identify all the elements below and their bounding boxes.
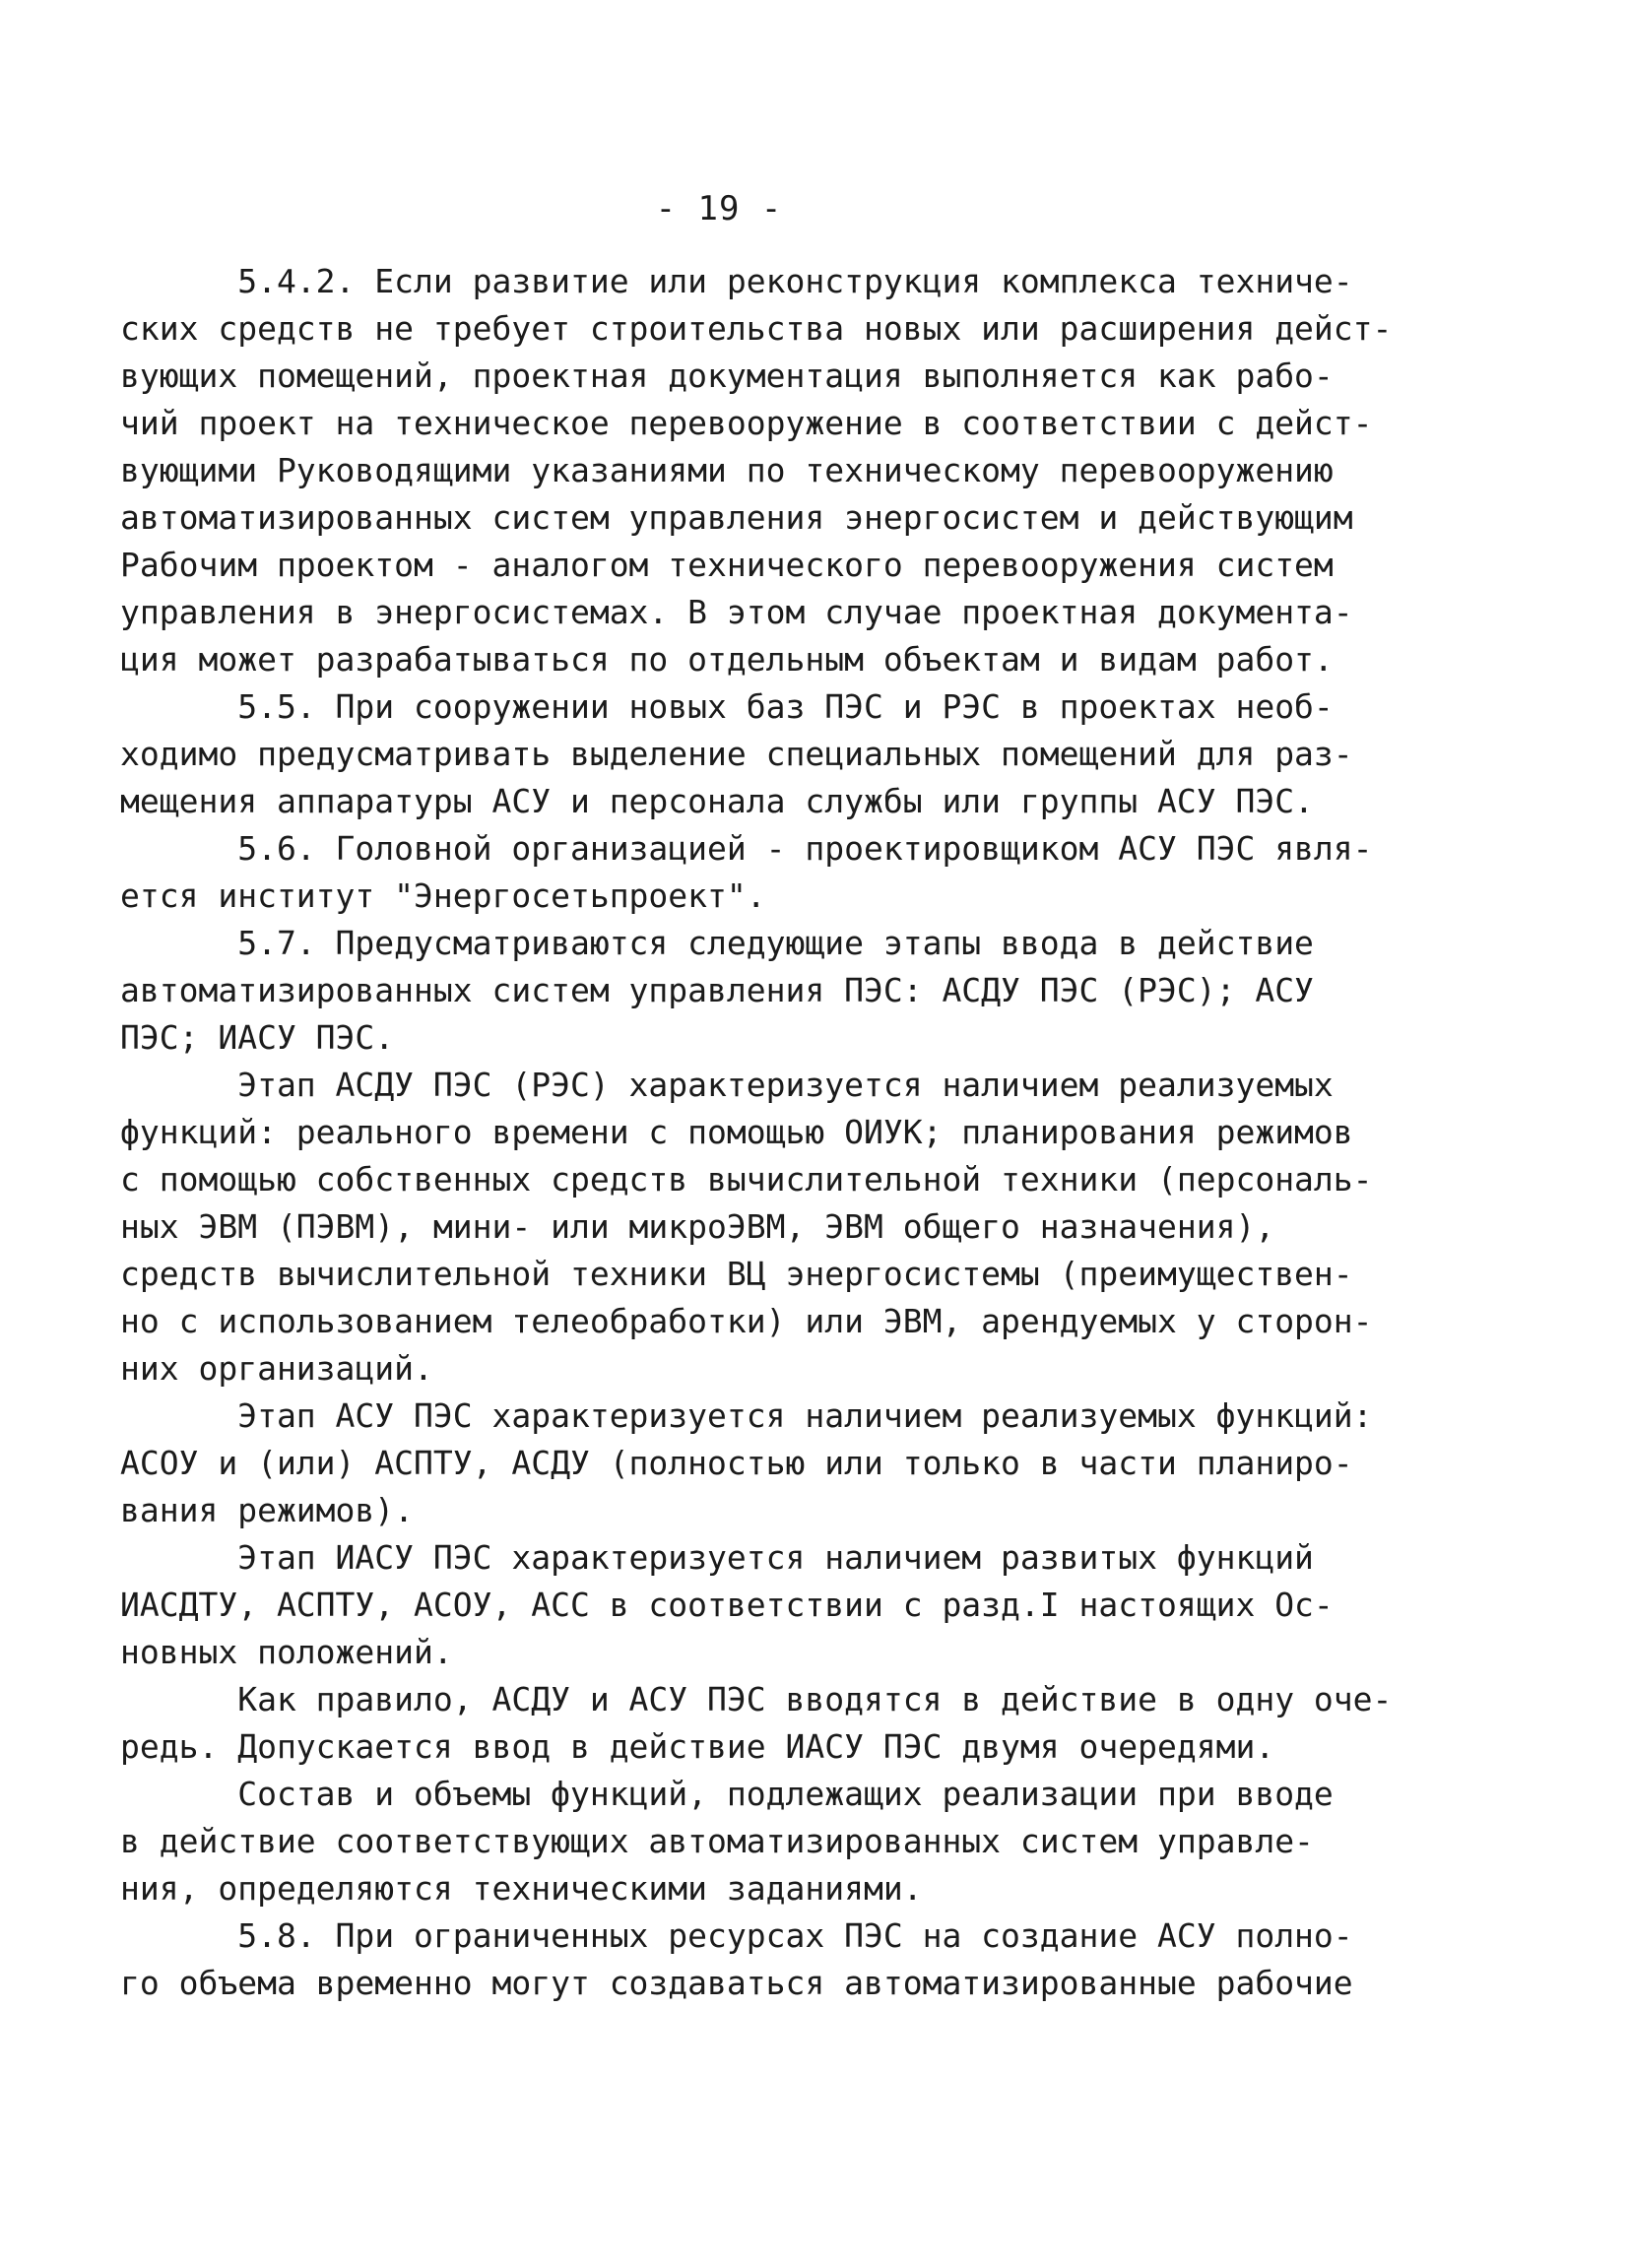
text-line: них организаций. — [120, 1349, 433, 1388]
body-text — [120, 258, 1401, 2007]
text-line: 5.4.2. Если развитие или реконструкция комплекса техниче- — [120, 262, 1353, 300]
text-line: в действие соответствующих автоматизированных систем управле- — [120, 1822, 1314, 1860]
text-line: го объема временно могут создаваться автоматизированные рабочие — [120, 1964, 1353, 2002]
text-line: ходимо предусматривать выделение специальных помещений для раз- — [120, 735, 1353, 773]
text-line: 5.8. При ограниченных ресурсах ПЭС на создание АСУ полно- — [120, 1916, 1353, 1955]
text-line: но с использованием телеобработки) или ЭВМ, арендуемых у сторон- — [120, 1302, 1373, 1340]
text-line: Этап ИАСУ ПЭС характеризуется наличием развитых функций — [120, 1538, 1314, 1577]
page-number: - 19 - — [655, 189, 783, 228]
text-line: ется институт "Энергосетьпроект". — [120, 876, 766, 915]
text-line: Состав и объемы функций, подлежащих реализации при вводе — [120, 1775, 1334, 1813]
text-line: функций: реального времени с помощью ОИУК; планирования режимов — [120, 1113, 1353, 1151]
text-line: чий проект на техническое перевооружение в соответствии с дейст- — [120, 404, 1373, 442]
text-line: автоматизированных систем управления ПЭС: АСДУ ПЭС (РЭС); АСУ — [120, 971, 1314, 1009]
text-line: средств вычислительной техники ВЦ энергосистемы (преимуществен- — [120, 1255, 1353, 1293]
text-line: вующих помещений, проектная документация выполняется как рабо- — [120, 356, 1334, 395]
text-line: управления в энергосистемах. В этом случае проектная документа- — [120, 593, 1353, 631]
text-line: вующими Руководящими указаниями по техническому перевооружению — [120, 451, 1334, 489]
text-line: ния, определяются техническими заданиями. — [120, 1869, 923, 1908]
text-line: Как правило, АСДУ и АСУ ПЭС вводятся в действие в одну оче- — [120, 1680, 1393, 1718]
text-line: с помощью собственных средств вычислительной техники (персональ- — [120, 1160, 1373, 1199]
text-line: ных ЭВМ (ПЭВМ), мини- или микроЭВМ, ЭВМ общего назначения), — [120, 1207, 1275, 1246]
text-line: 5.5. При сооружении новых баз ПЭС и РЭС в проектах необ- — [120, 687, 1334, 726]
text-line: ИАСДТУ, АСПТУ, АСОУ, АСС в соответствии с разд.I настоящих Ос- — [120, 1586, 1334, 1624]
text-line: новных положений. — [120, 1633, 453, 1671]
text-line: Этап АСУ ПЭС характеризуется наличием реализуемых функций: — [120, 1396, 1373, 1435]
text-line: Этап АСДУ ПЭС (РЭС) характеризуется наличием реализуемых — [120, 1066, 1334, 1104]
text-line: вания режимов). — [120, 1491, 415, 1529]
text-line: редь. Допускается ввод в действие ИАСУ ПЭС двумя очередями. — [120, 1727, 1275, 1766]
text-line: мещения аппаратуры АСУ и персонала службы или группы АСУ ПЭС. — [120, 782, 1314, 820]
text-line: 5.6. Головной организацией - проектировщиком АСУ ПЭС явля- — [120, 829, 1373, 868]
text-line: 5.7. Предусматриваются следующие этапы ввода в действие — [120, 924, 1314, 962]
text-line: АСОУ и (или) АСПТУ, АСДУ (полностью или только в части планиро- — [120, 1444, 1353, 1482]
text-line: Рабочим проектом - аналогом технического перевооружения систем — [120, 546, 1334, 584]
text-line: ПЭС; ИАСУ ПЭС. — [120, 1018, 395, 1057]
text-line: автоматизированных систем управления энергосистем и действующим — [120, 498, 1353, 537]
text-line: ских средств не требует строительства новых или расширения дейст- — [120, 309, 1393, 348]
text-line: ция может разрабатываться по отдельным объектам и видам работ. — [120, 640, 1334, 679]
